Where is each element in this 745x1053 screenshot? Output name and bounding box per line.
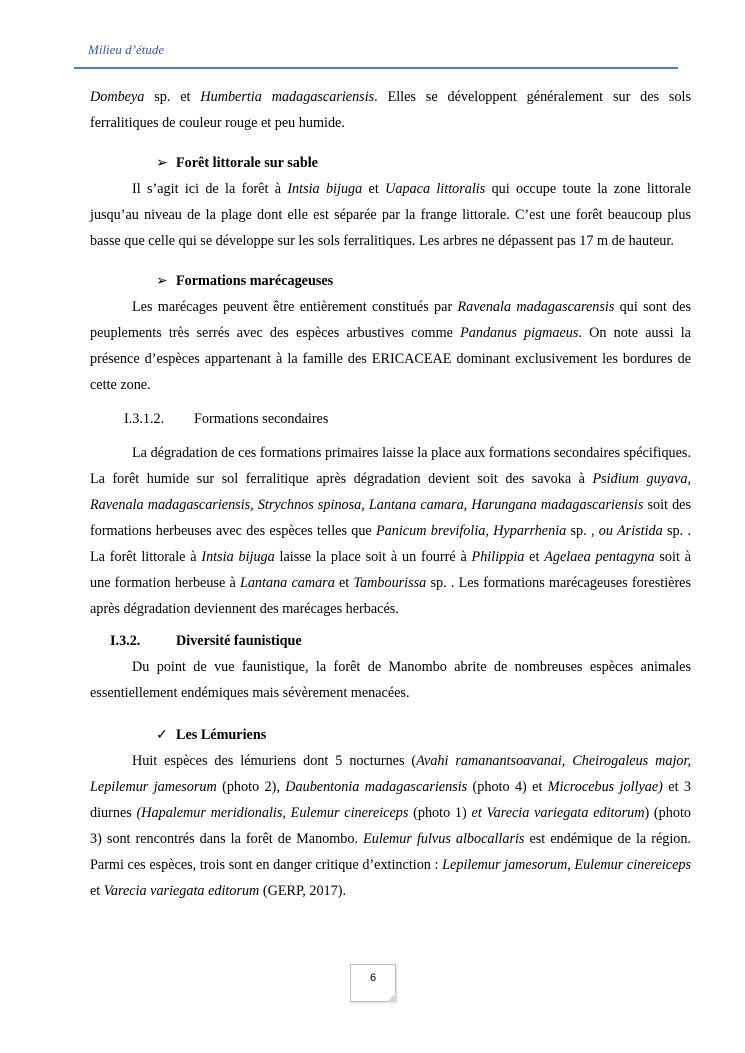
running-header: Milieu d’étude [88, 42, 165, 57]
page-number: 6 [369, 972, 377, 984]
faune-paragraph: Du point de vue faunistique, la forêt de Manombo abrite de nombreuses espèces animales essentiellement endémiques mais sévèrement menacées. [90, 659, 691, 701]
secondaires-paragraph: La dégradation de ces formations primaires laisse la place aux formations secondaires spécifiques. La forêt humide sur sol ferralitique après dégradation devient soit des savoka à Psidium guyava, Ravenala madagascariensis, Strychnos spinosa, Lantana camara, Harungana madagascariensis soit des formations herbeuses avec des espèces telles que Panicum brevifolia, Hyparrhenia sp. , ou Aristida sp. . La forêt littorale à Intsia bijuga laisse la place soit à un fourré à Philippia et Agelaea pentagyna soit à une formation herbeuse à Lantana camara et Tambourissa sp. . Les formations marécageuses forestières après dégradation deviennent des marécages herbacés. [90, 445, 692, 617]
littorale-paragraph: Il s’agit ici de la forêt à Intsia bijuga et Uapaca littoralis qui occupe toute la zone littorale jusqu’au niveau de la plage dont elle est séparée par la frange littorale. C’est une forêt beaucoup plus basse que celle qui se développe sur les sols ferralitiques. Les arbres ne dépassent pas 17 m de hauteur. [90, 181, 691, 249]
arrow-bullet-icon: ➢ [156, 273, 168, 289]
intro-paragraph: Dombeya sp. et Humbertia madagascariensis. Elles se développent généralement sur des sols ferralitiques de couleur rouge et peu humide. [90, 89, 691, 131]
lemuriens-paragraph: Huit espèces des lémuriens dont 5 nocturnes (Avahi ramanantsoavanai, Cheirogaleus major, Lepilemur jamesorum (photo 2), Daubentonia madagascariensis (photo 4) et Microcebus jollyae) et 3 diurnes (Hapalemur meridionalis, Eulemur cinereiceps (photo 1) et Varecia variegata editorum) (photo 3) sont rencontrés dans la forêt de Manombo. Eulemur fulvus albocallaris est endémique de la région. Parmi ces espèces, trois sont en danger critique d’extinction : Lepilemur jamesorum, Eulemur cinereiceps et Varecia variegata editorum (GERP, 2017). [90, 753, 692, 899]
heading-formations-secondaires: I.3.1.2. Formations secondaires [124, 411, 329, 427]
page-number-box [350, 964, 396, 1002]
heading-formations-marecageuses: ➢ Formations marécageuses [90, 268, 691, 294]
arrow-bullet-icon: ➢ [156, 155, 168, 171]
heading-diversite-faunistique: I.3.2. Diversité faunistique [110, 633, 302, 649]
heading-foret-littorale: ➢ Forêt littorale sur sable [90, 150, 691, 176]
page-body [90, 84, 691, 904]
page-fold-corner [387, 993, 396, 1002]
header-rule [74, 67, 678, 69]
checkmark-bullet-icon: ✓ [156, 727, 168, 743]
heading-lemuriens: ✓ Les Lémuriens [90, 722, 691, 748]
marecageuses-paragraph: Les marécages peuvent être entièrement constitués par Ravenala madagascarensis qui sont des peuplements très serrés avec des espèces arbustives comme Pandanus pigmaeus. On note aussi la présence d’espèces appartenant à la famille des ERICACEAE dominant exclusivement les bordures de cette zone. [90, 299, 691, 393]
